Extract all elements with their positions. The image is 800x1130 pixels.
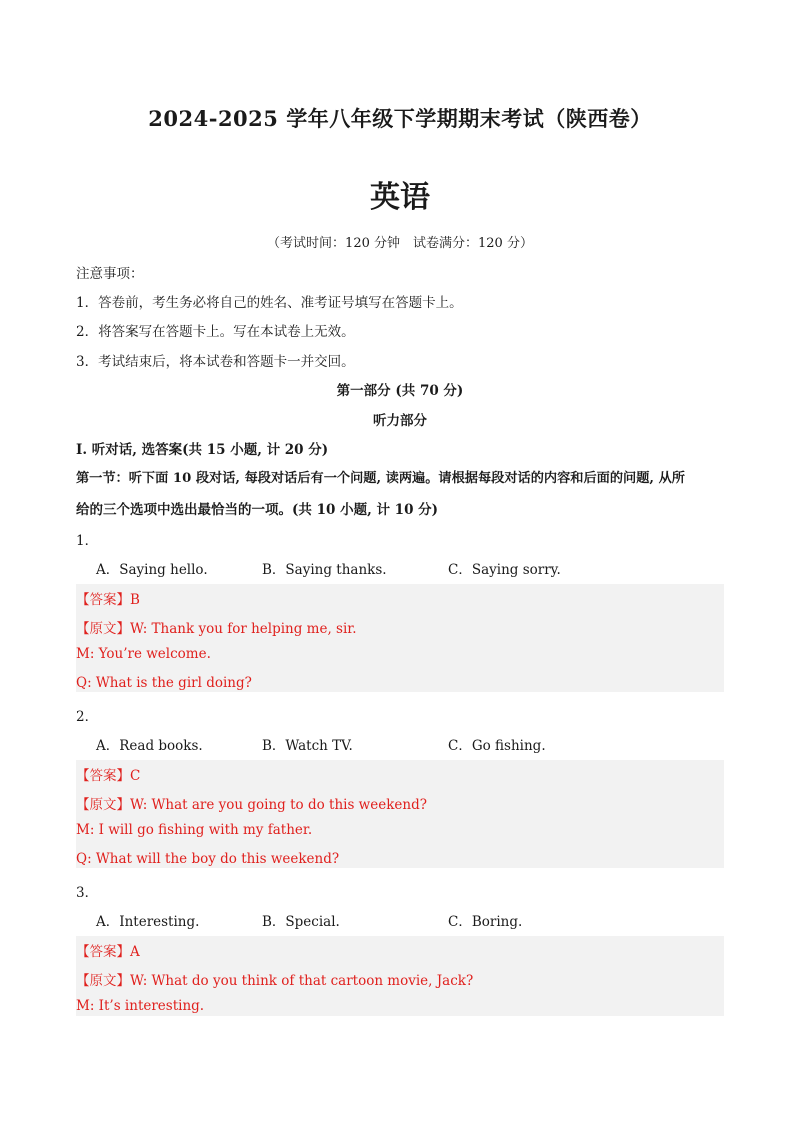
q1-answer-box (76, 584, 724, 692)
q2-option-a: A．Read books. (96, 738, 203, 754)
q3-script-line-1: 【原文】W: What do you think of that cartoon movie, Jack? (76, 973, 474, 989)
q2-option-b: B．Watch TV. (262, 738, 353, 754)
question-number-1: 1． (76, 533, 99, 549)
instruction-line-2: 给的三个选项中选出最恰当的一项。(共 10 小题, 计 10 分) (76, 502, 439, 518)
exam-info: （考试时间：120 分钟 试卷满分：120 分） (267, 236, 533, 251)
question-number-3: 3． (76, 885, 99, 901)
q2-script-line-2: M: I will go fishing with my father. (76, 822, 313, 838)
note-item-2: 2．将答案写在答题卡上。写在本试卷上无效。 (76, 324, 355, 340)
q2-answer: 【答案】C (76, 768, 141, 784)
exam-title: 2024-2025 学年八年级下学期期末考试（陕西卷） (148, 106, 652, 131)
note-item-1: 1．答卷前，考生务必将自己的姓名、准考证号填写在答题卡上。 (76, 295, 463, 311)
q2-script-line-1: 【原文】W: What are you going to do this weekend? (76, 797, 427, 813)
q3-script-line-2: M: It’s interesting. (76, 998, 205, 1014)
instruction-line-1: 第一节：听下面 10 段对话, 每段对话后有一个问题, 读两遍。请根据每段对话的内容和后面的问题, 从所 (76, 471, 685, 486)
q1-answer: 【答案】B (76, 592, 140, 608)
q1-option-b: B．Saying thanks. (262, 562, 387, 578)
section-heading: I. 听对话, 选答案(共 15 小题, 计 20 分) (76, 442, 329, 458)
part-subtitle: 听力部分 (373, 413, 427, 429)
q3-answer: 【答案】A (76, 944, 140, 960)
q1-script-line-2: M: You’re welcome. (76, 646, 211, 662)
q2-script-line-3: Q: What will the boy do this weekend? (76, 851, 340, 867)
q1-option-a: A．Saying hello. (96, 562, 208, 578)
q3-option-b: B．Special. (262, 914, 340, 930)
q1-option-c: C．Saying sorry. (448, 562, 561, 578)
part-title: 第一部分 (共 70 分) (336, 383, 464, 399)
q3-option-a: A．Interesting. (96, 914, 200, 930)
q1-script-line-1: 【原文】W: Thank you for helping me, sir. (76, 621, 357, 637)
notes-heading: 注意事项： (76, 266, 144, 282)
note-item-3: 3．考试结束后，将本试卷和答题卡一并交回。 (76, 354, 355, 370)
q3-option-c: C．Boring. (448, 914, 523, 930)
q2-option-c: C．Go fishing. (448, 738, 546, 754)
question-number-2: 2． (76, 709, 99, 725)
q2-answer-box (76, 760, 724, 868)
subject-title: 英语 (370, 180, 430, 215)
q1-script-line-3: Q: What is the girl doing? (76, 675, 252, 691)
q3-answer-box (76, 936, 724, 1016)
